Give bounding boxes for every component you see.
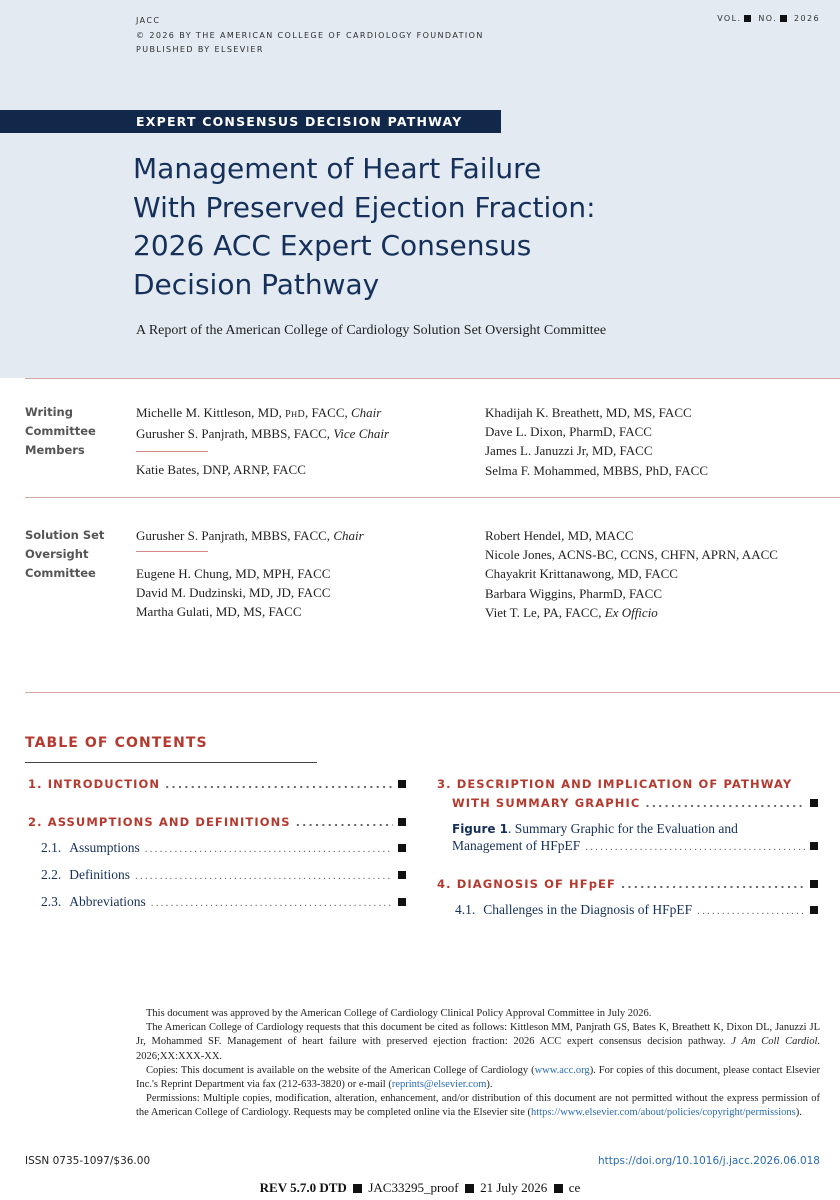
divider xyxy=(25,378,840,379)
member-name: Selma F. Mohammed, MBBS, PhD, FACC xyxy=(485,462,708,478)
member-name: David M. Dudzinski, MD, JD, FACC xyxy=(136,585,331,601)
label-line: Members xyxy=(25,443,85,458)
approval-note: This document was approved by the American College of Cardiology Clinical Policy Approval Committee in July 2026. xyxy=(146,1008,652,1019)
page-placeholder-icon xyxy=(398,780,406,788)
toc-label: ASSUMPTIONS AND DEFINITIONS xyxy=(47,815,291,829)
page-placeholder-icon xyxy=(398,844,406,852)
toc-label: Assumptions xyxy=(69,840,140,855)
leader-dots xyxy=(585,839,805,855)
separator-square-icon xyxy=(353,1184,362,1193)
label-line: Committee xyxy=(25,566,96,581)
leader-dots xyxy=(645,797,805,810)
degree-smallcaps: PHD xyxy=(285,409,305,420)
member-name: Chayakrit Krittanawong, MD, FACC xyxy=(485,566,678,582)
member-name: Katie Bates, DNP, ARNP, FACC xyxy=(136,462,306,477)
citation-note: The American College of Cardiology requests that this document be cited as follows: Kittleson MM, Panjrath GS, Bates K, Breathett K, Dixon DL, Januzzi JL Jr, Mohammed SF. Management of heart failure with preserved ejection fraction: 2026 ACC expert consensus decision pathway. J Am Coll Cardiol. 2026;XX:XXX-XX. xyxy=(136,1022,820,1062)
permissions-link[interactable]: https://www.elsevier.com/about/policies/copyright/permissions xyxy=(531,1107,796,1119)
copyright-line: © 2026 BY THE AMERICAN COLLEGE OF CARDIOLOGY FOUNDATION xyxy=(136,30,484,40)
acc-website-link[interactable]: www.acc.org xyxy=(534,1064,590,1076)
rev-label: REV 5.7.0 DTD xyxy=(259,1180,347,1195)
vol-label: VOL. xyxy=(717,14,742,23)
member-name: Robert Hendel, MD, MACC xyxy=(485,528,634,543)
page-placeholder-icon xyxy=(810,906,818,914)
leader-dots xyxy=(145,843,393,855)
page-placeholder-icon xyxy=(398,818,406,826)
toc-label: Definitions xyxy=(69,867,130,882)
page-placeholder-icon xyxy=(398,898,406,906)
toc-entry-abbreviations[interactable] xyxy=(41,894,406,910)
figure-label: Figure 1 xyxy=(452,822,509,836)
toc-entry-introduction[interactable] xyxy=(28,777,406,791)
toc-label: Abbreviations xyxy=(69,894,146,909)
title-line: Management of Heart Failure xyxy=(133,152,542,185)
proof-id: JAC33295_proof xyxy=(368,1180,459,1195)
member-name: Viet T. Le, PA, FACC, Ex Officio xyxy=(485,604,658,620)
member-name: Khadijah K. Breathett, MD, MS, FACC xyxy=(485,405,692,420)
doi-link[interactable]: https://doi.org/10.1016/j.jacc.2026.06.018 xyxy=(598,1155,820,1167)
publisher-line: PUBLISHED BY ELSEVIER xyxy=(136,45,264,54)
toc-entry-diagnosis-challenges[interactable] xyxy=(455,902,818,918)
toc-number: 4. xyxy=(437,877,452,891)
short-divider xyxy=(136,451,208,452)
toc-entry-pathway-line1[interactable] xyxy=(437,777,792,791)
page-placeholder-icon xyxy=(810,799,818,807)
toc-entry-pathway-line2[interactable] xyxy=(452,796,818,810)
writing-committee-label xyxy=(25,403,125,461)
title-line: With Preserved Ejection Fraction: xyxy=(133,190,596,224)
toc-number: 2. xyxy=(28,815,43,829)
toc-heading: TABLE OF CONTENTS xyxy=(25,735,208,751)
member-name: Nicole Jones, ACNS-BC, CCNS, CHFN, APRN, AACC xyxy=(485,547,778,563)
writing-committee-right xyxy=(485,403,708,480)
toc-number: 2.2. xyxy=(41,867,62,882)
leader-dots xyxy=(296,816,393,829)
member-name: Eugene H. Chung, MD, MPH, FACC xyxy=(136,566,331,581)
toc-entry-figure1-line1[interactable] xyxy=(452,821,738,837)
journal-meta xyxy=(136,14,484,58)
page-subtitle: A Report of the American College of Cardiology Solution Set Oversight Committee xyxy=(136,323,607,338)
oversight-committee-right xyxy=(485,526,778,622)
footnote-block xyxy=(136,1007,820,1121)
oversight-chair: Gurusher S. Panjrath, MBBS, FACC, Chair xyxy=(136,528,364,543)
toc-entry-definitions[interactable] xyxy=(41,867,406,883)
divider xyxy=(25,692,840,693)
leader-dots xyxy=(697,905,805,917)
oversight-committee-left xyxy=(136,564,330,622)
divider xyxy=(25,497,840,498)
no-label: NO. xyxy=(758,14,778,23)
journal-abbrev: J Am Coll Cardiol xyxy=(731,1036,818,1048)
toc-label: Challenges in the Diagnosis of HFpEF xyxy=(483,902,693,917)
toc-number: 3. xyxy=(437,777,452,791)
member-name: Barbara Wiggins, PharmD, FACC xyxy=(485,585,663,601)
oversight-committee-label xyxy=(25,526,125,584)
toc-number: 1. xyxy=(28,777,43,791)
toc-label: WITH SUMMARY GRAPHIC xyxy=(452,796,641,810)
member-name: Michelle M. Kittleson, MD, PHD, FACC, Chair xyxy=(136,405,382,420)
toc-number: 4.1. xyxy=(455,902,476,917)
toc-label: DIAGNOSIS OF HFpEF xyxy=(456,877,616,891)
leader-dots xyxy=(621,878,805,891)
copies-note: Copies: This document is available on the website of the American College of Cardiology (www.acc.org). For copies of this document, please contact Elsevier Inc.'s Reprint Department via fax (212-633-3820) or e-mail (reprints@elsevier.com). xyxy=(136,1064,820,1091)
journal-name: JACC xyxy=(136,16,161,25)
member-name: Dave L. Dixon, PharmD, FACC xyxy=(485,424,652,440)
toc-number: 2.1. xyxy=(41,840,62,855)
label-line: Oversight xyxy=(25,547,89,562)
toc-label: . Summary Graphic for the Evaluation and xyxy=(508,821,738,836)
placeholder-square-icon xyxy=(744,15,751,22)
separator-square-icon xyxy=(554,1184,563,1193)
label-line: Writing xyxy=(25,405,73,419)
toc-label: INTRODUCTION xyxy=(47,777,161,791)
leader-dots xyxy=(151,897,393,909)
toc-entry-assumptions[interactable] xyxy=(41,840,406,856)
member-name: Martha Gulati, MD, MS, FACC xyxy=(136,604,302,620)
leader-dots xyxy=(135,870,393,882)
article-type-label: EXPERT CONSENSUS DECISION PATHWAY xyxy=(136,114,463,129)
proof-date: 21 July 2026 xyxy=(480,1180,548,1195)
toc-divider xyxy=(25,762,317,763)
toc-entry-assumptions-definitions[interactable] xyxy=(28,815,406,829)
article-type-banner xyxy=(0,110,501,133)
toc-number: 2.3. xyxy=(41,894,62,909)
short-divider xyxy=(136,551,208,552)
year-label: 2026 xyxy=(794,14,820,23)
member-name: James L. Januzzi Jr, MD, FACC xyxy=(485,443,653,459)
toc-label: Management of HFpEF xyxy=(452,838,581,853)
separator-square-icon xyxy=(465,1184,474,1193)
proof-ce: ce xyxy=(568,1180,581,1195)
label-line: Committee xyxy=(25,424,96,439)
placeholder-square-icon xyxy=(780,15,787,22)
toc-label: DESCRIPTION AND IMPLICATION OF PATHWAY xyxy=(456,777,793,791)
page-placeholder-icon xyxy=(398,871,406,879)
page-placeholder-icon xyxy=(810,842,818,850)
label-line: Solution Set xyxy=(25,528,105,542)
reprints-email-link[interactable]: reprints@elsevier.com xyxy=(391,1079,487,1091)
title-line: 2026 ACC Expert Consensus xyxy=(133,229,532,262)
toc-entry-diagnosis[interactable] xyxy=(437,877,818,891)
volume-info xyxy=(717,14,820,23)
permissions-note: Permissions: Multiple copies, modification, alteration, enhancement, and/or distribution of this document are not permitted without the express permission of the American College of Cardiology. Requests may be completed online via the Elsevier site (https://www.elsevier.com/about/policies/copyright/permissions). xyxy=(136,1093,820,1119)
toc-entry-figure1-line2[interactable] xyxy=(452,838,818,855)
issn-label: ISSN 0735-1097/$36.00 xyxy=(25,1155,151,1167)
page-title xyxy=(133,150,773,304)
leader-dots xyxy=(165,778,393,791)
proof-footer xyxy=(0,1180,840,1196)
member-name: Gurusher S. Panjrath, MBBS, FACC, Vice Chair xyxy=(136,426,390,442)
writing-committee-leaders xyxy=(136,403,389,443)
page-placeholder-icon xyxy=(810,880,818,888)
title-line: Decision Pathway xyxy=(133,267,380,301)
